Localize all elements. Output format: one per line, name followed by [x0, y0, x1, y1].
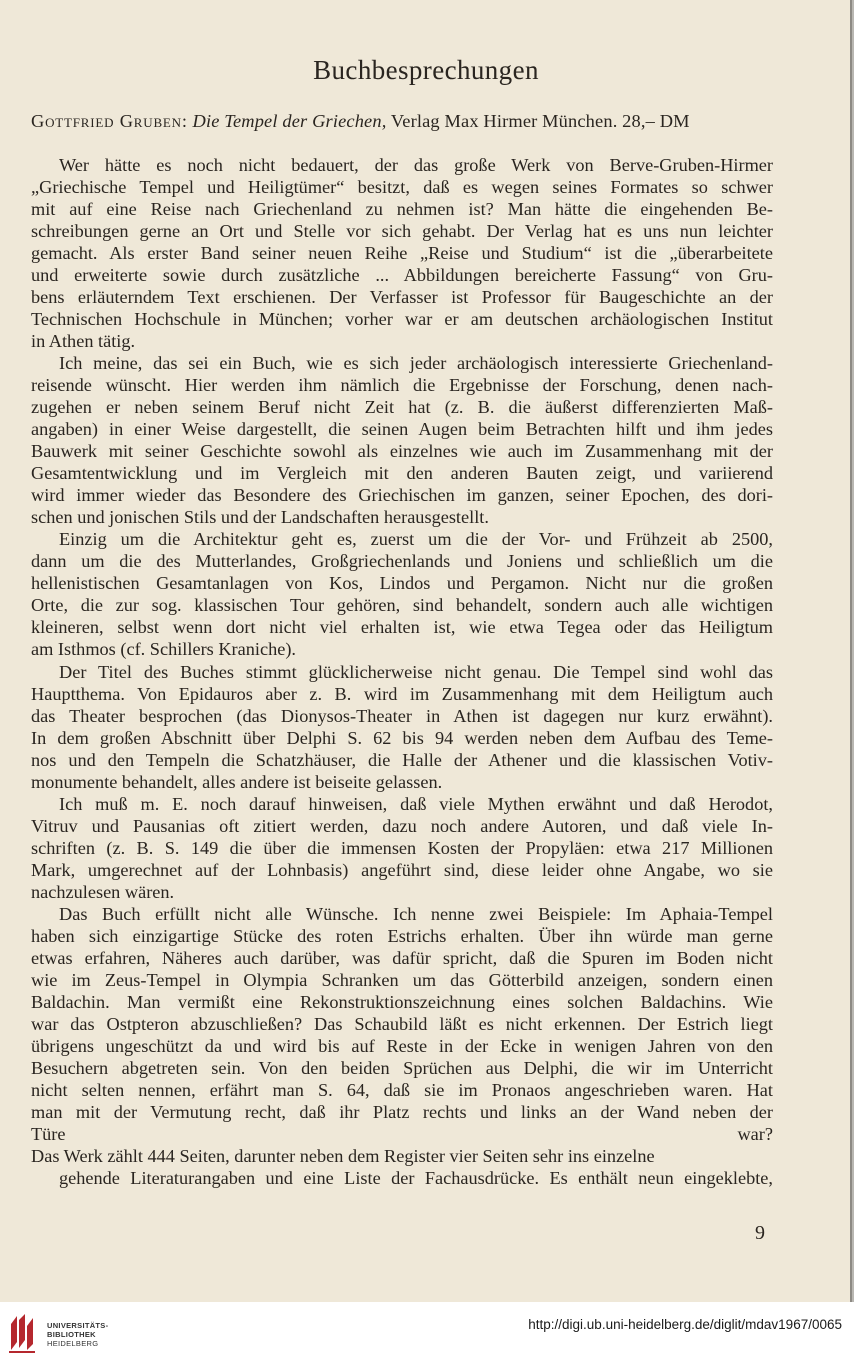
text-line: haben sich einzigartige Stücke des roten Estrichs erhalten. Über ihn würde man gerne: [31, 925, 773, 946]
text-line: Gesamtentwicklung und im Vergleich mit den anderen Bauten zeigt, und variierend: [31, 463, 773, 484]
source-url-link[interactable]: http://digi.ub.uni-heidelberg.de/diglit/mdav1967/0065: [528, 1317, 842, 1332]
text-line: zugehen er neben seinem Beruf nicht Zeit hat (z. B. die äußerst differenzierten Maß-: [31, 397, 773, 418]
text-line: schriften (z. B. S. 149 die über die immensen Kosten der Propyläen: etwa 217 Millionen: [31, 837, 773, 858]
page-number: 9: [755, 1222, 765, 1244]
text-line: nicht selten nennen, erfährt man S. 64, daß sie im Pronaos angeschrieben waren. Hat: [31, 1079, 773, 1100]
text-line: dann um die des Mutterlandes, Großgriechenlands und Joniens und schließlich um die: [31, 551, 773, 572]
text-line: in Athen tätig.: [31, 331, 136, 352]
review-heading: [31, 111, 771, 132]
text-line: schen und jonischen Stils und der Landschaften herausgestellt.: [31, 507, 489, 528]
university-logo-text: [47, 1321, 108, 1348]
review-book-title: Die Tempel der Griechen,: [192, 111, 387, 131]
text-line: war das Ostpteron abzuschließen? Das Schaubild läßt es nicht erkennen. Der Estrich liegt: [31, 1013, 773, 1034]
logo-line-3: HEIDELBERG: [47, 1339, 99, 1348]
text-line: angaben) in einer Weise dargestellt, die seinen Augen beim Betrachten hilft und ihm jedes: [31, 419, 773, 440]
text-line: bens erläuterndem Text erschienen. Der Verfasser ist Professor für Baugeschichte an der: [31, 287, 773, 308]
text-line: wie im Zeus-Tempel in Olympia Schranken um das Götterbild anzeigen, sondern einen: [31, 969, 773, 990]
text-line: gemacht. Als erster Band seiner neuen Reihe „Reise und Studium“ ist die „überarbeitete: [31, 243, 773, 264]
text-line: Einzig um die Architektur geht es, zuerst um die der Vor- und Frühzeit ab 2500,: [59, 529, 773, 550]
text-line: „Griechische Tempel und Heiligtümer“ besitzt, daß es wegen seines Formates so schwer: [31, 177, 773, 197]
text-line: Der Titel des Buches stimmt glücklicherweise nicht genau. Die Tempel sind wohl das: [59, 661, 773, 682]
text-line: reisende wünscht. Hier werden ihm nämlich die Ergebnisse der Forschung, denen nach-: [31, 375, 773, 396]
text-line: etwas erfahren, Näheres auch darüber, was dafür spricht, daß die Spuren im Boden nicht: [31, 947, 773, 968]
text-line: Baldachin. Man vermißt eine Rekonstruktionszeichnung eines solchen Baldachins. Wie: [31, 991, 773, 1012]
text-line: Wer hätte es noch nicht bedauert, der das große Werk von Berve-Gruben-Hirmer: [59, 155, 773, 175]
text-line: wird immer wieder das Besondere des Griechischen im ganzen, seiner Epochen, des dori-: [31, 485, 773, 506]
text-line: nos und den Tempeln die Schatzhäuser, die Halle der Athener und die klassischen Votiv-: [31, 749, 773, 770]
text-line: Ich muß m. E. noch darauf hinweisen, daß viele Mythen erwähnt und daß Herodot,: [59, 793, 773, 814]
text-line: man mit der Vermutung recht, daß ihr Platz rechts und links an der Wand neben der: [31, 1101, 773, 1122]
text-line: Türe war?: [31, 1123, 773, 1144]
text-line: Technischen Hochschule in München; vorher war er am deutschen archäologischen Institut: [31, 309, 773, 330]
text-line: Das Werk zählt 444 Seiten, darunter neben dem Register vier Seiten sehr ins einzelne: [31, 1145, 655, 1166]
logo-line-1: UNIVERSITÄTS-: [47, 1321, 109, 1330]
text-line: am Isthmos (cf. Schillers Kraniche).: [31, 639, 296, 660]
logo-line-2: BIBLIOTHEK: [47, 1330, 96, 1339]
text-line: mit auf eine Reise nach Griechenland zu nehmen ist? Man hätte die eingehenden Be-: [31, 199, 773, 219]
text-line: übrigens ungeschützt da und wird bis auf Reste in der Ecke in wenigen Jahren von den: [31, 1035, 773, 1056]
text-line: hellenistischen Gesamtanlagen von Kos, Lindos und Pergamon. Nicht nur die großen: [31, 573, 773, 594]
footer-bar: [0, 1302, 854, 1366]
page-title: Buchbesprechungen: [313, 55, 539, 85]
text-line: gehende Literaturangaben und eine Liste der Fachausdrücke. Es enthält neun eingeklebte,: [59, 1167, 773, 1188]
text-line: und erweiterte sowie durch zusätzliche ... Abbildungen bereicherte Fassung“ von Gru-: [31, 265, 773, 286]
text-line: Bauwerk mit seiner Geschichte sowohl als einzelnes wie auch im Zusammenhang mit der: [31, 441, 773, 462]
text-line: Vitruv und Pausanias oft zitiert werden, dazu noch andere Autoren, und daß viele In-: [31, 815, 773, 836]
text-line: Orte, die zur sog. klassischen Tour gehören, sind behandelt, sondern auch alle wichtigen: [31, 595, 773, 616]
text-line: nachzulesen wären.: [31, 881, 175, 902]
text-line: kleineren, selbst wenn dort nicht viel erhalten ist, wie etwa Tegea oder das Heiligtum: [31, 617, 773, 638]
text-line: Ich meine, das sei ein Buch, wie es sich jeder archäologisch interessierte Griechenland-: [59, 353, 773, 374]
university-logo-icon: [7, 1312, 39, 1354]
text-line: monumente behandelt, alles andere ist beiseite gelassen.: [31, 771, 443, 792]
text-line: schreibungen gerne an Ort und Stelle vor sich gehabt. Der Verlag hat es uns nun leichter: [31, 221, 773, 242]
review-author: Gottfried Gruben:: [31, 111, 188, 131]
text-line: Das Buch erfüllt nicht alle Wünsche. Ich nenne zwei Beispiele: Im Aphaia-Tempel: [59, 903, 773, 924]
text-line: Hauptthema. Von Epidauros aber z. B. wird im Zusammenhang mit dem Heiligtum auch: [31, 683, 773, 704]
review-publisher: Verlag Max Hirmer München. 28,– DM: [390, 111, 690, 131]
text-line: das Theater besprochen (das Dionysos-Theater in Athen ist dagegen nur kurz erwähnt).: [31, 705, 773, 726]
text-line: Besuchern abgetreten sein. Von den beiden Sprüchen aus Delphi, die wir im Unterricht: [31, 1057, 773, 1078]
text-line: In dem großen Abschnitt über Delphi S. 62 bis 94 werden neben dem Aufbau des Teme-: [31, 727, 773, 748]
text-line: Mark, umgerechnet auf der Lohnbasis) angeführt sind, diese leider ohne Angabe, wo sie: [31, 859, 773, 880]
